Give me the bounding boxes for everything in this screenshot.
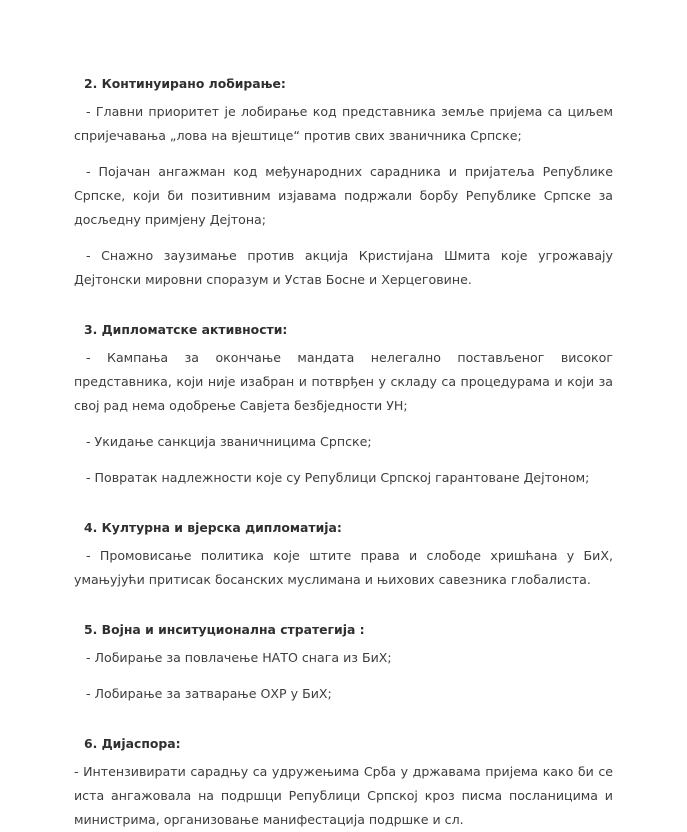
section-heading: 2. Континуирано лобирање:	[84, 76, 286, 91]
section-diplomatic-activities	[74, 318, 613, 490]
section-heading: 3. Дипломатске активности:	[84, 322, 288, 337]
section-heading: 4. Културна и вјерска дипломатија:	[84, 520, 342, 535]
section-paragraph: - Појачан ангажман код међународних сарадника и пријатеља Републике Српске, који би позитивним изјавама подржали борбу Републике Српске за досљедну примјену Дејтона;	[74, 164, 613, 227]
section-paragraph: - Главни приоритет је лобирање код представника земље пријема са циљем спријечавања „лова на вјештице“ против свих званичника Српске;	[74, 104, 613, 143]
section-cultural-religious-diplomacy	[74, 516, 613, 592]
section-paragraph: - Укидање санкција званичницима Српске;	[86, 434, 372, 449]
section-paragraph: - Лобирање за повлачење НАТО снага из БиХ;	[86, 650, 392, 665]
document-body	[74, 72, 613, 832]
section-paragraph: - Интензивирати сарадњу са удружењима Срба у државама пријема како би се иста ангажовала на подршци Републици Српској кроз писма посланицима и министрима, организовање манифестација подршке и сл.	[74, 764, 613, 827]
section-paragraph: - Кампања за окончање мандата нелегално постављеног високог представника, који није изабран и потврђен у складу са процедурама и који за свој рад нема одобрење Савјета безбједности УН;	[74, 350, 613, 413]
section-paragraph: - Промовисање политика које штите права и слободе хришћана у БиХ, умањујући притисак босанских муслимана и њихових савезника глобалиста.	[74, 548, 613, 587]
section-diaspora	[74, 732, 613, 832]
section-heading: 5. Војна и инситуционална стратегија :	[84, 622, 365, 637]
section-paragraph: - Снажно заузимање против акција Кристијана Шмита које угрожавају Дејтонски мировни споразум и Устав Босне и Херцеговине.	[74, 248, 613, 287]
section-paragraph: - Лобирање за затварање ОХР у БиХ;	[86, 686, 332, 701]
section-continuous-lobbying	[74, 72, 613, 292]
section-military-institutional-strategy	[74, 618, 613, 706]
section-heading: 6. Дијаспора:	[84, 736, 181, 751]
section-paragraph: - Повратак надлежности које су Републици Српској гарантоване Дејтоном;	[86, 470, 590, 485]
